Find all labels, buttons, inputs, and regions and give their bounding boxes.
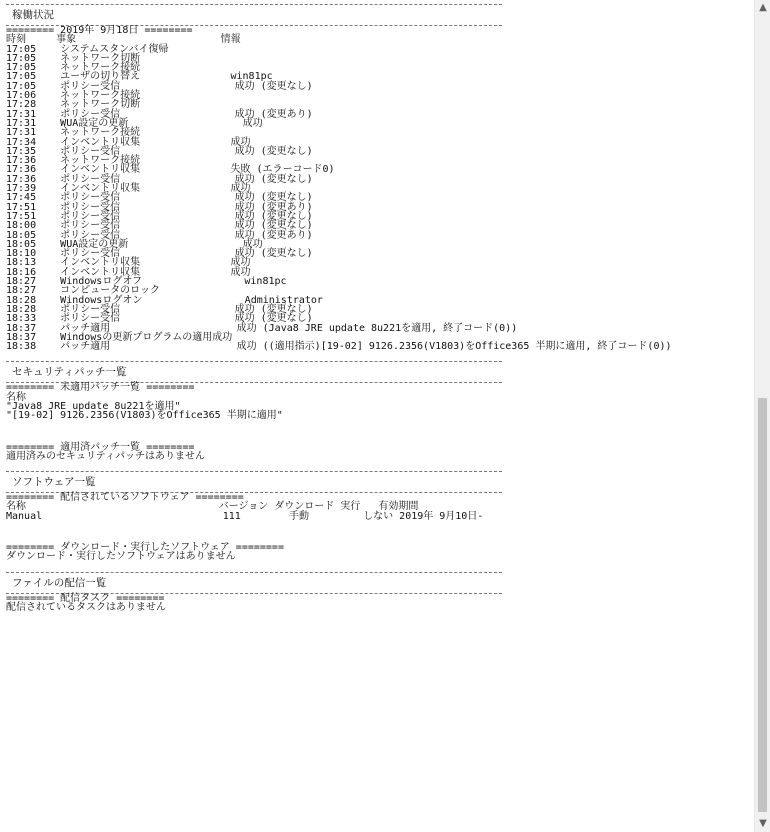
executed-software-heading: ======== ダウンロード・実行したソフトウェア ======== xyxy=(6,542,284,554)
status-log-row: 18:27 Windowsログオフ win81pc xyxy=(6,276,287,288)
unapplied-patch-item: "[19-02] 9126.2356(V1803)をOffice365 半期に適用" xyxy=(6,410,283,422)
status-date-line: ======== 2019年 9月18日 ======== xyxy=(6,25,193,36)
section-title-status: 稼働状況 xyxy=(12,9,54,21)
status-log-row: 18:05 ポリシー受信 成功 (変更あり) xyxy=(6,229,313,241)
status-log-row: 18:10 ポリシー受信 成功 (変更なし) xyxy=(6,248,313,260)
status-log-row: 18:27 コンピュータのロック xyxy=(6,285,160,297)
applied-heading: ======== 適用済パッチ一覧 ======== xyxy=(6,441,195,453)
status-log-row: 17:31 WUA設定の更新 成功 xyxy=(6,117,263,129)
section-title-software: ソフトウェア一覧 xyxy=(12,476,96,489)
distributed-software-heading: ======== 配信されているソフトウェア ======== xyxy=(6,492,244,504)
applied-empty-message: 適用済みのセキュリティパッチはありません xyxy=(6,450,205,462)
section-title-patches: セキュリティパッチ一覧 xyxy=(12,366,127,379)
status-log-row: 17:36 インベントリ収集 失敗 (エラーコード0) xyxy=(6,164,335,176)
status-log-row: 18:37 パッチ適用 成功 (Java8 JRE update 8u221を適用, 終了コード(0)) xyxy=(6,322,518,334)
unapplied-list xyxy=(6,402,754,421)
status-log-row: 17:39 インベントリ収集 成功 xyxy=(6,183,251,195)
status-log-row: 17:05 ユーザの切り替え win81pc xyxy=(6,71,273,83)
status-log-row: 17:05 ポリシー受信 成功 (変更なし) xyxy=(6,80,313,92)
distributed-software-row: Manual 111 手動 しない 2019年 9月10日- xyxy=(6,510,484,522)
separator xyxy=(6,361,502,362)
status-log-row: 17:31 ネットワーク接続 xyxy=(6,127,141,139)
scrollbar-thumb[interactable] xyxy=(758,398,767,812)
status-log-row: 18:28 Windowsログオン Administrator xyxy=(6,294,323,306)
separator xyxy=(6,471,502,472)
scroll-up-arrow-icon[interactable]: ▲ xyxy=(759,2,767,13)
status-log-row: 17:06 ネットワーク接続 xyxy=(6,90,141,102)
separator xyxy=(6,572,502,573)
status-log xyxy=(6,45,754,352)
unapplied-column-header: 名称 xyxy=(6,391,26,403)
scroll-down-arrow-icon[interactable]: ▼ xyxy=(759,818,767,829)
status-log-row: 17:28 ネットワーク切断 xyxy=(6,99,141,111)
status-log-row: 18:00 ポリシー受信 成功 (変更なし) xyxy=(6,220,313,232)
status-log-row: 17:05 ネットワーク切断 xyxy=(6,52,141,64)
status-log-row: 18:37 Windowsの更新プログラムの適用成功 xyxy=(6,331,233,343)
separator xyxy=(6,4,502,5)
status-log-row: 18:38 パッチ適用 成功 ((適用指示)[19-02] 9126.2356(V1803)をOffice365 半期に適用, 終了コード(0)) xyxy=(6,341,672,353)
task-heading: ======== 配信タスク ======== xyxy=(6,592,165,604)
status-table-header: 時刻 事象 情報 xyxy=(6,34,241,46)
vertical-scrollbar[interactable] xyxy=(754,0,770,832)
status-log-row: 18:33 ポリシー受信 成功 (変更なし) xyxy=(6,313,313,325)
task-empty-message: 配信されているタスクはありません xyxy=(6,601,166,613)
status-log-row: 17:36 ポリシー受信 成功 (変更なし) xyxy=(6,173,313,185)
executed-software-empty-message: ダウンロード・実行したソフトウェアはありません xyxy=(6,551,236,563)
status-log-row: 17:35 ポリシー受信 成功 (変更なし) xyxy=(6,145,313,157)
unapplied-patch-item: "Java8 JRE update 8u221を適用" xyxy=(6,400,181,412)
status-log-row: 17:36 ネットワーク接続 xyxy=(6,155,141,167)
status-log-row: 17:45 ポリシー受信 成功 (変更なし) xyxy=(6,192,313,204)
status-log-row: 17:51 ポリシー受信 成功 (変更なし) xyxy=(6,210,313,222)
section-title-files: ファイルの配信一覧 xyxy=(12,576,107,589)
unapplied-heading: ======== 未適用パッチ一覧 ======== xyxy=(6,382,195,394)
status-log-row: 18:28 ポリシー受信 成功 (変更なし) xyxy=(6,303,313,315)
status-log-row: 17:05 システムスタンバイ復帰 xyxy=(6,43,169,55)
status-log-row: 18:16 インベントリ収集 成功 xyxy=(6,266,251,278)
status-log-row: 17:51 ポリシー受信 成功 (変更あり) xyxy=(6,201,313,213)
report-content xyxy=(6,4,754,830)
status-log-row: 18:13 インベントリ収集 成功 xyxy=(6,257,251,269)
distributed-software-list xyxy=(6,512,754,521)
status-log-row: 17:05 ネットワーク接続 xyxy=(6,62,141,74)
status-log-row: 17:34 インベントリ収集 成功 xyxy=(6,136,251,148)
status-log-row: 18:05 WUA設定の更新 成功 xyxy=(6,238,263,250)
distributed-software-header: 名称 バージョン ダウンロード 実行 有効期間 xyxy=(6,501,419,513)
status-log-row: 17:31 ポリシー受信 成功 (変更あり) xyxy=(6,108,313,120)
